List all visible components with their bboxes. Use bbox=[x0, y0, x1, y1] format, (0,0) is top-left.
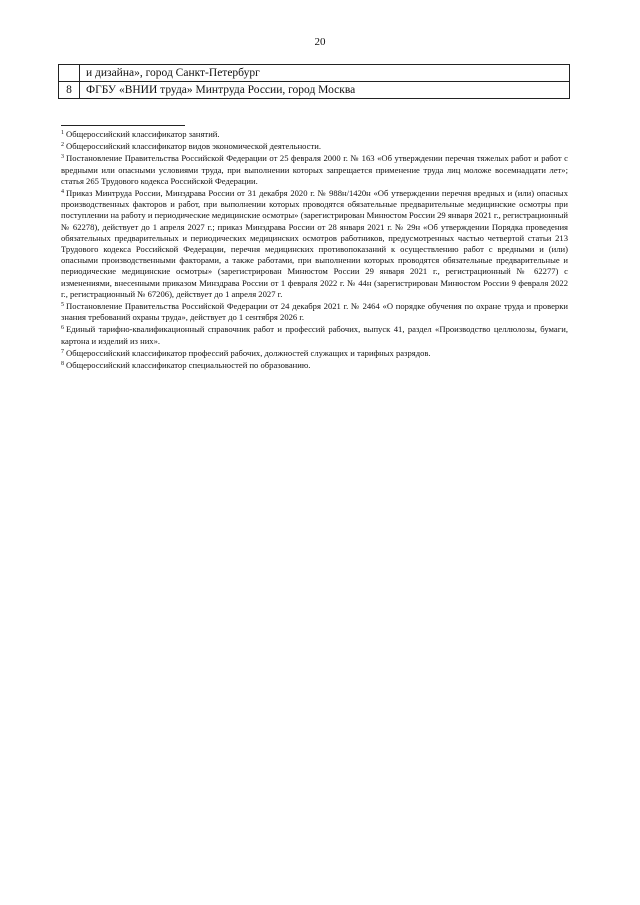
footnote bbox=[61, 188, 568, 300]
footnote-mark: 8 bbox=[61, 361, 64, 368]
footnote bbox=[61, 301, 568, 323]
footnote-text: Единый тарифно-квалификационный справочник работ и профессий рабочих, выпуск 41, раздел «Производство целлюлозы, бумаги, картона и изделий из них». bbox=[61, 324, 568, 346]
footnote-separator bbox=[61, 125, 185, 126]
row-number bbox=[59, 65, 80, 82]
footnote-text: Общероссийский классификатор специальностей по образованию. bbox=[66, 360, 311, 371]
table-row bbox=[59, 82, 570, 99]
footnote bbox=[61, 153, 568, 187]
footnote bbox=[61, 360, 568, 371]
organization-name: ФГБУ «ВНИИ труда» Минтруда России, город Москва bbox=[80, 82, 570, 99]
footnote bbox=[61, 348, 568, 359]
footnote-mark: 4 bbox=[61, 189, 64, 196]
footnote bbox=[61, 129, 568, 140]
footnotes bbox=[61, 129, 568, 372]
footnote bbox=[61, 324, 568, 346]
table-row bbox=[59, 65, 570, 82]
organization-name: и дизайна», город Санкт-Петербург bbox=[80, 65, 570, 82]
footnote-text: Общероссийский классификатор профессий рабочих, должностей служащих и тарифных разрядов. bbox=[66, 347, 431, 358]
footnote-mark: 3 bbox=[61, 154, 64, 161]
footnote-mark: 7 bbox=[61, 348, 64, 355]
footnote bbox=[61, 141, 568, 152]
footnote-text: Приказ Минтруда России, Минздрава России от 31 декабря 2020 г. № 988н/1420н «Об утверждении перечня вредных и (или) опасных производственных факторов и работ, при выполнении которых проводятся обязательные предварительные медицинские осмотры при поступлении на работу и периодические медицинские осмотры» (зарегистрирован Минюстом России 29 января 2021 г., регистрационный № 62278), действует до 1 апреля 2027 г.; приказ Минздрава России от 28 января 2021 г. № 29н «Об утверждении Порядка проведения обязательных предварительных и периодических медицинских осмотров работников, предусмотренных частью четвертой статьи 213 Трудового кодекса Российской Федерации, перечня медицинских противопоказаний к осуществлению работ с вредными и (или) опасными производственными факторами, а также работами, при выполнении которых проводятся обязательные предварительные и периодические медицинские осмотры» (зарегистрирован Минюстом России 29 января 2021 г., регистрационный № 62277) с изменениями, внесенными приказом Минздрава России от 1 февраля 2022 г. № 44н (зарегистрирован Минюстом России 9 февраля 2022 г., регистрационный № 67206), действует до 1 апреля 2027 г. bbox=[61, 188, 568, 299]
footnote-mark: 2 bbox=[61, 142, 64, 149]
developer-organizations-table bbox=[58, 64, 570, 99]
footnote-text: Постановление Правительства Российской Федерации от 25 февраля 2000 г. № 163 «Об утверждении перечня тяжелых работ и работ с вредными или опасными условиями труда, при выполнении которых запрещается применение труда лиц моложе восемнадцати лет»; статья 265 Трудового кодекса Российской Федерации. bbox=[61, 153, 568, 186]
page-number: 20 bbox=[314, 36, 326, 48]
footnote-text: Общероссийский классификатор видов экономической деятельности. bbox=[66, 141, 321, 152]
footnote-text: Общероссийский классификатор занятий. bbox=[66, 129, 220, 139]
footnote-mark: 1 bbox=[61, 130, 64, 136]
footnote-text: Постановление Правительства Российской Федерации от 24 декабря 2021 г. № 2464 «О порядке обучения по охране труда и проверки знания требований охраны труда», действует до 1 сентября 2026 г. bbox=[61, 301, 568, 323]
footnote-mark: 6 bbox=[61, 325, 64, 332]
row-number: 8 bbox=[59, 82, 80, 99]
footnote-mark: 5 bbox=[61, 302, 64, 309]
